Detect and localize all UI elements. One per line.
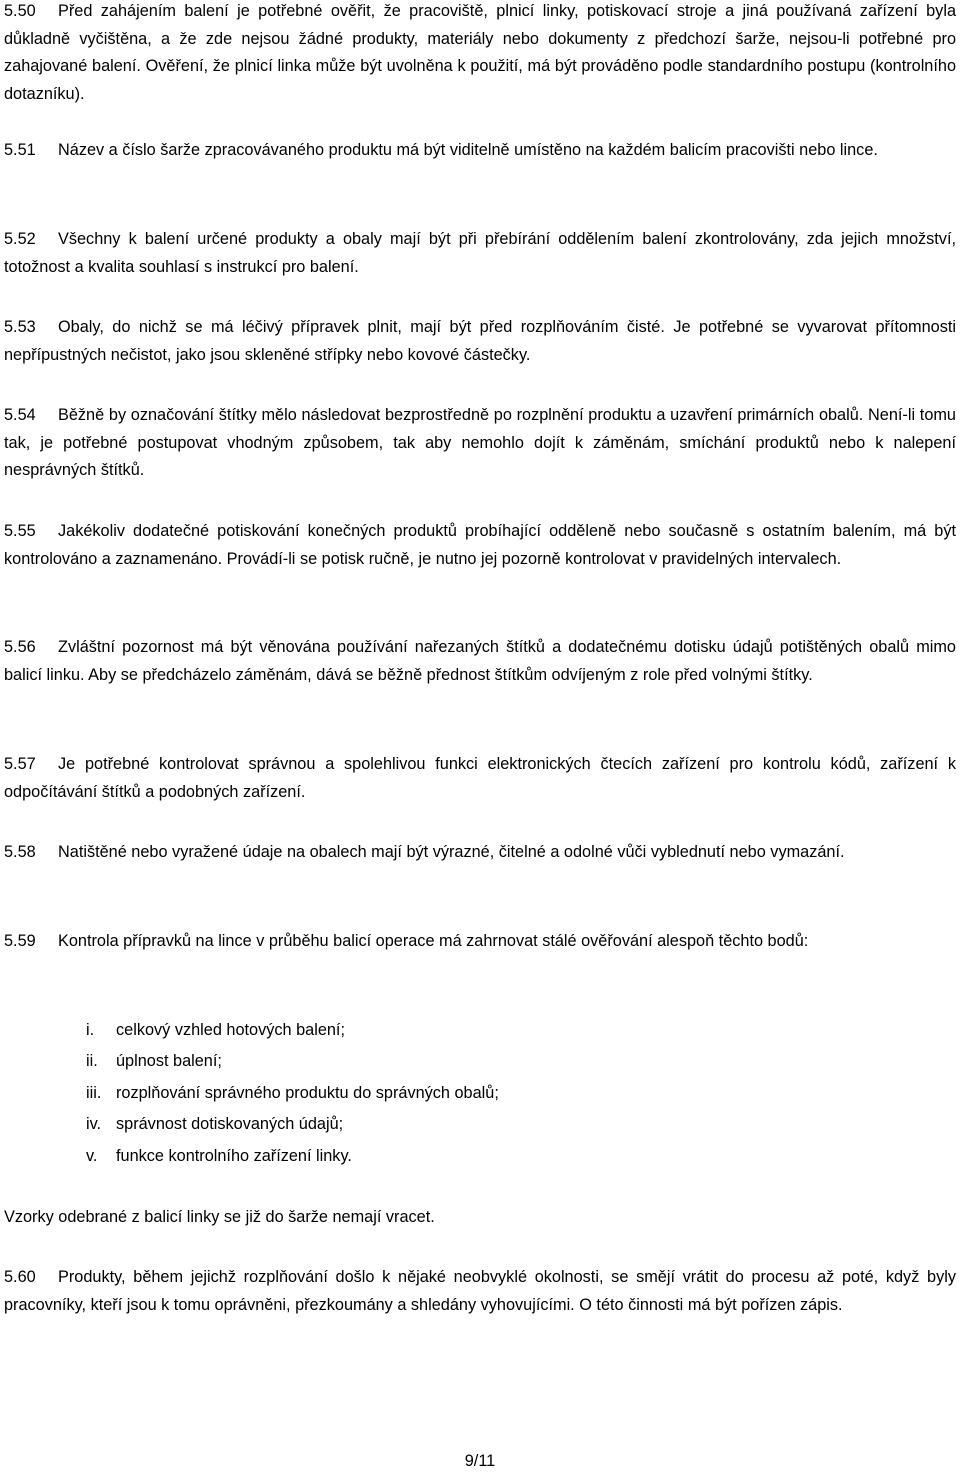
paragraph-5-60: [4, 1264, 956, 1319]
list-marker: iv.: [86, 1115, 102, 1134]
list-item-text: celkový vzhled hotových balení;: [116, 1021, 345, 1039]
paragraph-text: Je potřebné kontrolovat správnou a spolehlivou funkci elektronických čtecích zařízení pro kontrolu kódů, zařízení k odpočítávání štítků a podobných zařízení.: [4, 755, 956, 801]
paragraph-text: Kontrola přípravků na lince v průběhu balicí operace má zahrnovat stálé ověřování alespoň těchto bodů:: [58, 932, 809, 950]
paragraph-text: Natištěné nebo vyražené údaje na obalech mají být výrazné, čitelné a odolné vůči vyblednutí nebo vymazání.: [58, 843, 845, 861]
paragraph-number: 5.54: [4, 406, 36, 424]
list-marker: iii.: [86, 1083, 102, 1102]
list-item-text: úplnost balení;: [116, 1052, 222, 1071]
paragraph-text: Běžně by označování štítky mělo následovat bezprostředně po rozplnění produktu a uzavření primárních obalů. Není-li tomu tak, je potřebné postupovat vhodným způsobem, tak aby nemohlo dojít k záměnám, smíchání produktů nebo k nalepení nesprávných štítků.: [4, 406, 956, 479]
paragraph-5-54: [4, 402, 956, 485]
paragraph-5-57: [4, 751, 956, 806]
paragraph-text: Název a číslo šarže zpracovávaného produktu má být viditelně umístěno na každém balicím pracovišti nebo lince.: [58, 141, 878, 159]
paragraph-5-58: [4, 839, 956, 867]
paragraph-number: 5.60: [4, 1268, 36, 1286]
paragraph-number: 5.52: [4, 230, 36, 248]
list-item: [86, 1078, 499, 1109]
list-item: [86, 1015, 499, 1046]
list-item: [86, 1046, 499, 1077]
paragraph-text: Produkty, během jejichž rozplňování došlo k nějaké neobvyklé okolnosti, se smějí vrátit do procesu až poté, když byly pracovníky, kteří jsou k tomu oprávněni, přezkoumány a shledány vyhovujícími. O této činnosti má být pořízen zápis.: [4, 1268, 956, 1314]
samples-note: Vzorky odebrané z balicí linky se již do šarže nemají vracet.: [4, 1208, 435, 1226]
list-item-text: správnost dotiskovaných údajů;: [116, 1115, 344, 1134]
paragraph-number: 5.59: [4, 932, 36, 950]
list-marker: i.: [86, 1021, 95, 1039]
page-number: 9/11: [464, 1452, 496, 1470]
paragraph-text: Všechny k balení určené produkty a obaly mají být při přebírání oddělením balení zkontrolovány, zda jejich množství, totožnost a kvalita souhlasí s instrukcí pro balení.: [4, 230, 956, 276]
paragraph-text: Obaly, do nichž se má léčivý přípravek plnit, mají být před rozplňováním čisté. Je potřebné se vyvarovat přítomnosti nepřípustných nečistot, jako jsou skleněné střípky nebo kovové částečky.: [4, 318, 956, 364]
list-marker: v.: [86, 1146, 98, 1165]
paragraph-number: 5.53: [4, 318, 36, 336]
paragraph-5-50: [4, 0, 956, 108]
paragraph-number: 5.57: [4, 755, 36, 773]
list-item-text: funkce kontrolního zařízení linky.: [116, 1146, 352, 1165]
checkpoint-list: [86, 1015, 499, 1172]
paragraph-number: 5.58: [4, 843, 36, 861]
paragraph-text: Před zahájením balení je potřebné ověřit, že pracoviště, plnicí linky, potiskovací stroje a jiná používaná zařízení byla důkladně vyčištěna, a že zde nejsou žádné produkty, materiály nebo dokumenty z předchozí šarže, nejsou-li potřebné pro zahajované balení. Ověření, že plnicí linka může být uvolněna k použití, má být prováděno podle standardního postupu (kontrolního dotazníku).: [4, 2, 956, 103]
paragraph-5-53: [4, 314, 956, 369]
list-item: [86, 1141, 499, 1172]
paragraph-5-56: [4, 634, 956, 689]
paragraph-5-55: [4, 518, 956, 573]
paragraph-number: 5.50: [4, 2, 36, 20]
paragraph-5-59: [4, 928, 956, 956]
paragraph-5-51: [4, 137, 956, 165]
list-item: [86, 1109, 499, 1140]
paragraph-text: Jakékoliv dodatečné potiskování konečných produktů probíhající odděleně nebo současně s ostatním balením, má být kontrolováno a zaznamenáno. Provádí-li se potisk ručně, je nutno jej pozorně kontrolovat v pravidelných intervalech.: [4, 522, 956, 568]
paragraph-number: 5.56: [4, 638, 36, 656]
list-marker: ii.: [86, 1052, 98, 1071]
paragraph-number: 5.55: [4, 522, 36, 540]
list-item-text: rozplňování správného produktu do správných obalů;: [116, 1083, 499, 1102]
paragraph-text: Zvláštní pozornost má být věnována používání nařezaných štítků a dodatečnému dotisku údajů potištěných obalů mimo balicí linku. Aby se předcházelo záměnám, dává se běžně přednost štítkům odvíjeným z role před volnými štítky.: [4, 638, 956, 684]
paragraph-5-52: [4, 226, 956, 281]
paragraph-number: 5.51: [4, 141, 36, 159]
